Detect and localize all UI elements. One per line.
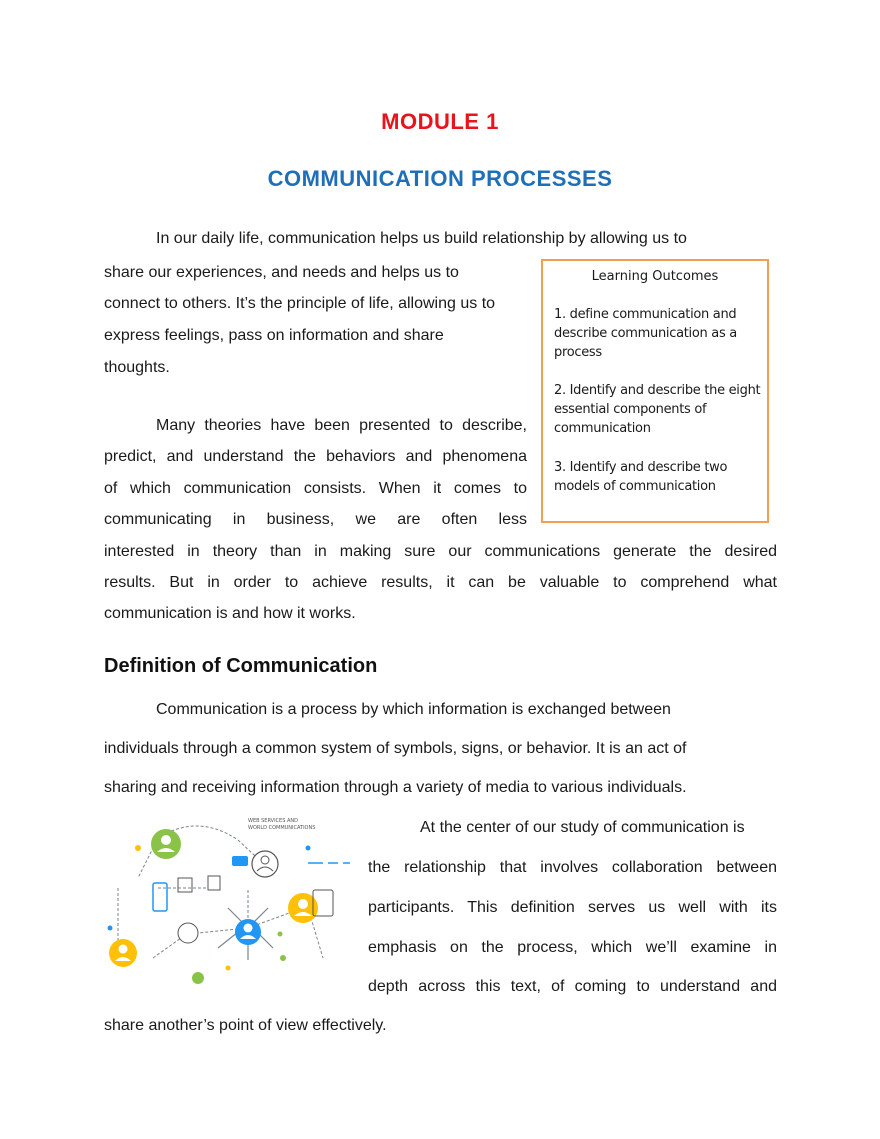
definition-line: sharing and receiving information through a variety of media to various individuals. xyxy=(104,779,687,796)
communication-network-illustration xyxy=(98,808,354,988)
theories-line: communicating in business, we are often less xyxy=(104,511,527,528)
center-line: At the center of our study of communication is xyxy=(420,819,745,836)
definition-line: individuals through a common system of symbols, signs, or behavior. It is an act of xyxy=(104,740,687,757)
theories-line: Many theories have been presented to describe, xyxy=(156,417,527,434)
theories-line: predict, and understand the behaviors and phenomena xyxy=(104,448,527,465)
center-line: participants. This definition serves us well with its xyxy=(368,899,777,916)
theories-line: interested in theory than in making sure our communications generate the desired xyxy=(104,543,777,560)
page-title: COMMUNICATION PROCESSES xyxy=(267,166,613,191)
learning-outcome-item: 3. Identify and describe two models of communication xyxy=(554,460,728,494)
theories-line: communication is and how it works. xyxy=(104,605,356,622)
definition-line: Communication is a process by which information is exchanged between xyxy=(156,701,671,718)
center-line: share another’s point of view effectively. xyxy=(104,1017,387,1034)
learning-outcomes-title: Learning Outcomes xyxy=(591,269,719,284)
learning-outcome-item: 2. Identify and describe the eight essential components of communication xyxy=(554,383,761,436)
intro-line: express feelings, pass on information and share xyxy=(104,327,444,344)
learning-outcome-item: 1. define communication and describe communication as a process xyxy=(554,307,737,360)
module-label: MODULE 1 xyxy=(381,109,499,134)
center-line: emphasis on the process, which we’ll examine in xyxy=(368,939,777,956)
intro-line: thoughts. xyxy=(104,359,170,376)
center-line: depth across this text, of coming to understand and xyxy=(368,978,777,995)
learning-outcomes-box xyxy=(541,259,769,523)
illustration-caption: WORLD COMMUNICATIONS xyxy=(248,825,316,831)
illustration-caption: WEB SERVICES AND xyxy=(248,818,298,824)
theories-line: results. But in order to achieve results, it can be valuable to comprehend what xyxy=(104,574,777,591)
intro-line: In our daily life, communication helps us build relationship by allowing us to xyxy=(156,230,687,247)
center-line: the relationship that involves collaboration between xyxy=(368,859,777,876)
intro-line: share our experiences, and needs and helps us to xyxy=(104,264,459,281)
theories-line: of which communication consists. When it comes to xyxy=(104,480,527,497)
intro-line: connect to others. It’s the principle of life, allowing us to xyxy=(104,295,496,312)
section-heading: Definition of Communication xyxy=(104,655,378,677)
